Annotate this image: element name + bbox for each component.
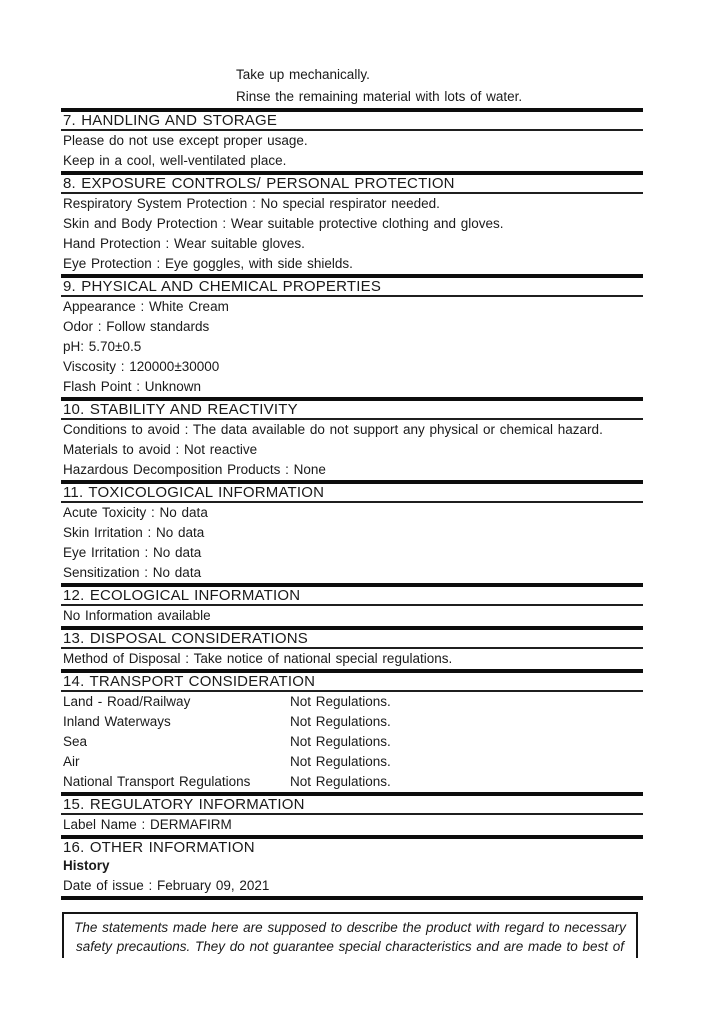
sections-container [61,108,643,896]
section-heading: 12. ECOLOGICAL INFORMATION [63,587,301,604]
body-line: Skin Irritation : No data [63,525,205,540]
transport-regulation-value: Not Regulations. [290,694,391,709]
section-heading: 15. REGULATORY INFORMATION [63,796,305,813]
transport-row [61,752,643,772]
body-line: Sensitization : No data [63,565,202,580]
body-line: Flash Point : Unknown [63,379,202,394]
disclaimer-line: The statements made here are supposed to describe the product with regard to necessary [74,920,626,935]
body-line: Method of Disposal : Take notice of national special regulations. [63,651,453,666]
section-heading: 8. EXPOSURE CONTROLS/ PERSONAL PROTECTION [63,175,455,192]
body-line: Hand Protection : Wear suitable gloves. [63,236,305,251]
body-line: Conditions to avoid : The data available do not support any physical or chemical hazard. [63,422,603,437]
body-line: Odor : Follow standards [63,319,210,334]
body-line: Viscosity : 120000±30000 [63,359,220,374]
disclaimer-box [62,912,638,958]
disclaimer-line: safety precautions. They do not guarantee special characteristics and are made to best of [75,939,625,954]
transport-regulation-value: Not Regulations. [290,714,391,729]
section-heading: 11. TOXICOLOGICAL INFORMATION [63,484,325,501]
body-line: Label Name : DERMAFIRM [63,817,232,832]
transport-row [61,772,643,792]
body-line: Please do not use except proper usage. [63,133,308,148]
body-line: Respiratory System Protection : No special respirator needed. [63,196,440,211]
transport-regulation-value: Not Regulations. [290,774,391,789]
transport-row [61,712,643,732]
section-heading: 14. TRANSPORT CONSIDERATION [63,673,316,690]
body-line: Eye Irritation : No data [63,545,202,560]
preamble-line: Take up mechanically. [236,67,370,82]
preamble-line: Rinse the remaining material with lots of water. [236,89,523,104]
transport-mode-label: Land - Road/Railway [63,694,191,709]
body-line: Eye Protection : Eye goggles, with side shields. [63,256,353,271]
transport-regulation-value: Not Regulations. [290,734,391,749]
transport-mode-label: Inland Waterways [63,714,171,729]
msds-document-page [61,0,643,958]
body-line: Skin and Body Protection : Wear suitable protective clothing and gloves. [63,216,504,231]
section-heading: 10. STABILITY AND REACTIVITY [63,401,298,418]
body-line: Appearance : White Cream [63,299,229,314]
body-line: pH: 5.70±0.5 [63,339,142,354]
history-heading: History [63,858,110,873]
transport-regulation-value: Not Regulations. [290,754,391,769]
body-line: Hazardous Decomposition Products : None [63,462,326,477]
transport-row [61,692,643,712]
transport-mode-label: Air [63,754,80,769]
preamble [61,0,643,108]
body-line: Keep in a cool, well-ventilated place. [63,153,287,168]
section-heading: 7. HANDLING AND STORAGE [63,112,278,129]
page-bottom-rule [61,896,643,900]
transport-mode-label: Sea [63,734,88,749]
transport-mode-label: National Transport Regulations [63,774,251,789]
body-line: Date of issue : February 09, 2021 [63,878,270,893]
transport-row [61,732,643,752]
body-line: Acute Toxicity : No data [63,505,208,520]
section-heading: 13. DISPOSAL CONSIDERATIONS [63,630,308,647]
section-heading: 9. PHYSICAL AND CHEMICAL PROPERTIES [63,278,382,295]
body-line: Materials to avoid : Not reactive [63,442,258,457]
section-heading: 16. OTHER INFORMATION [63,839,255,856]
body-line: No Information available [63,608,211,623]
